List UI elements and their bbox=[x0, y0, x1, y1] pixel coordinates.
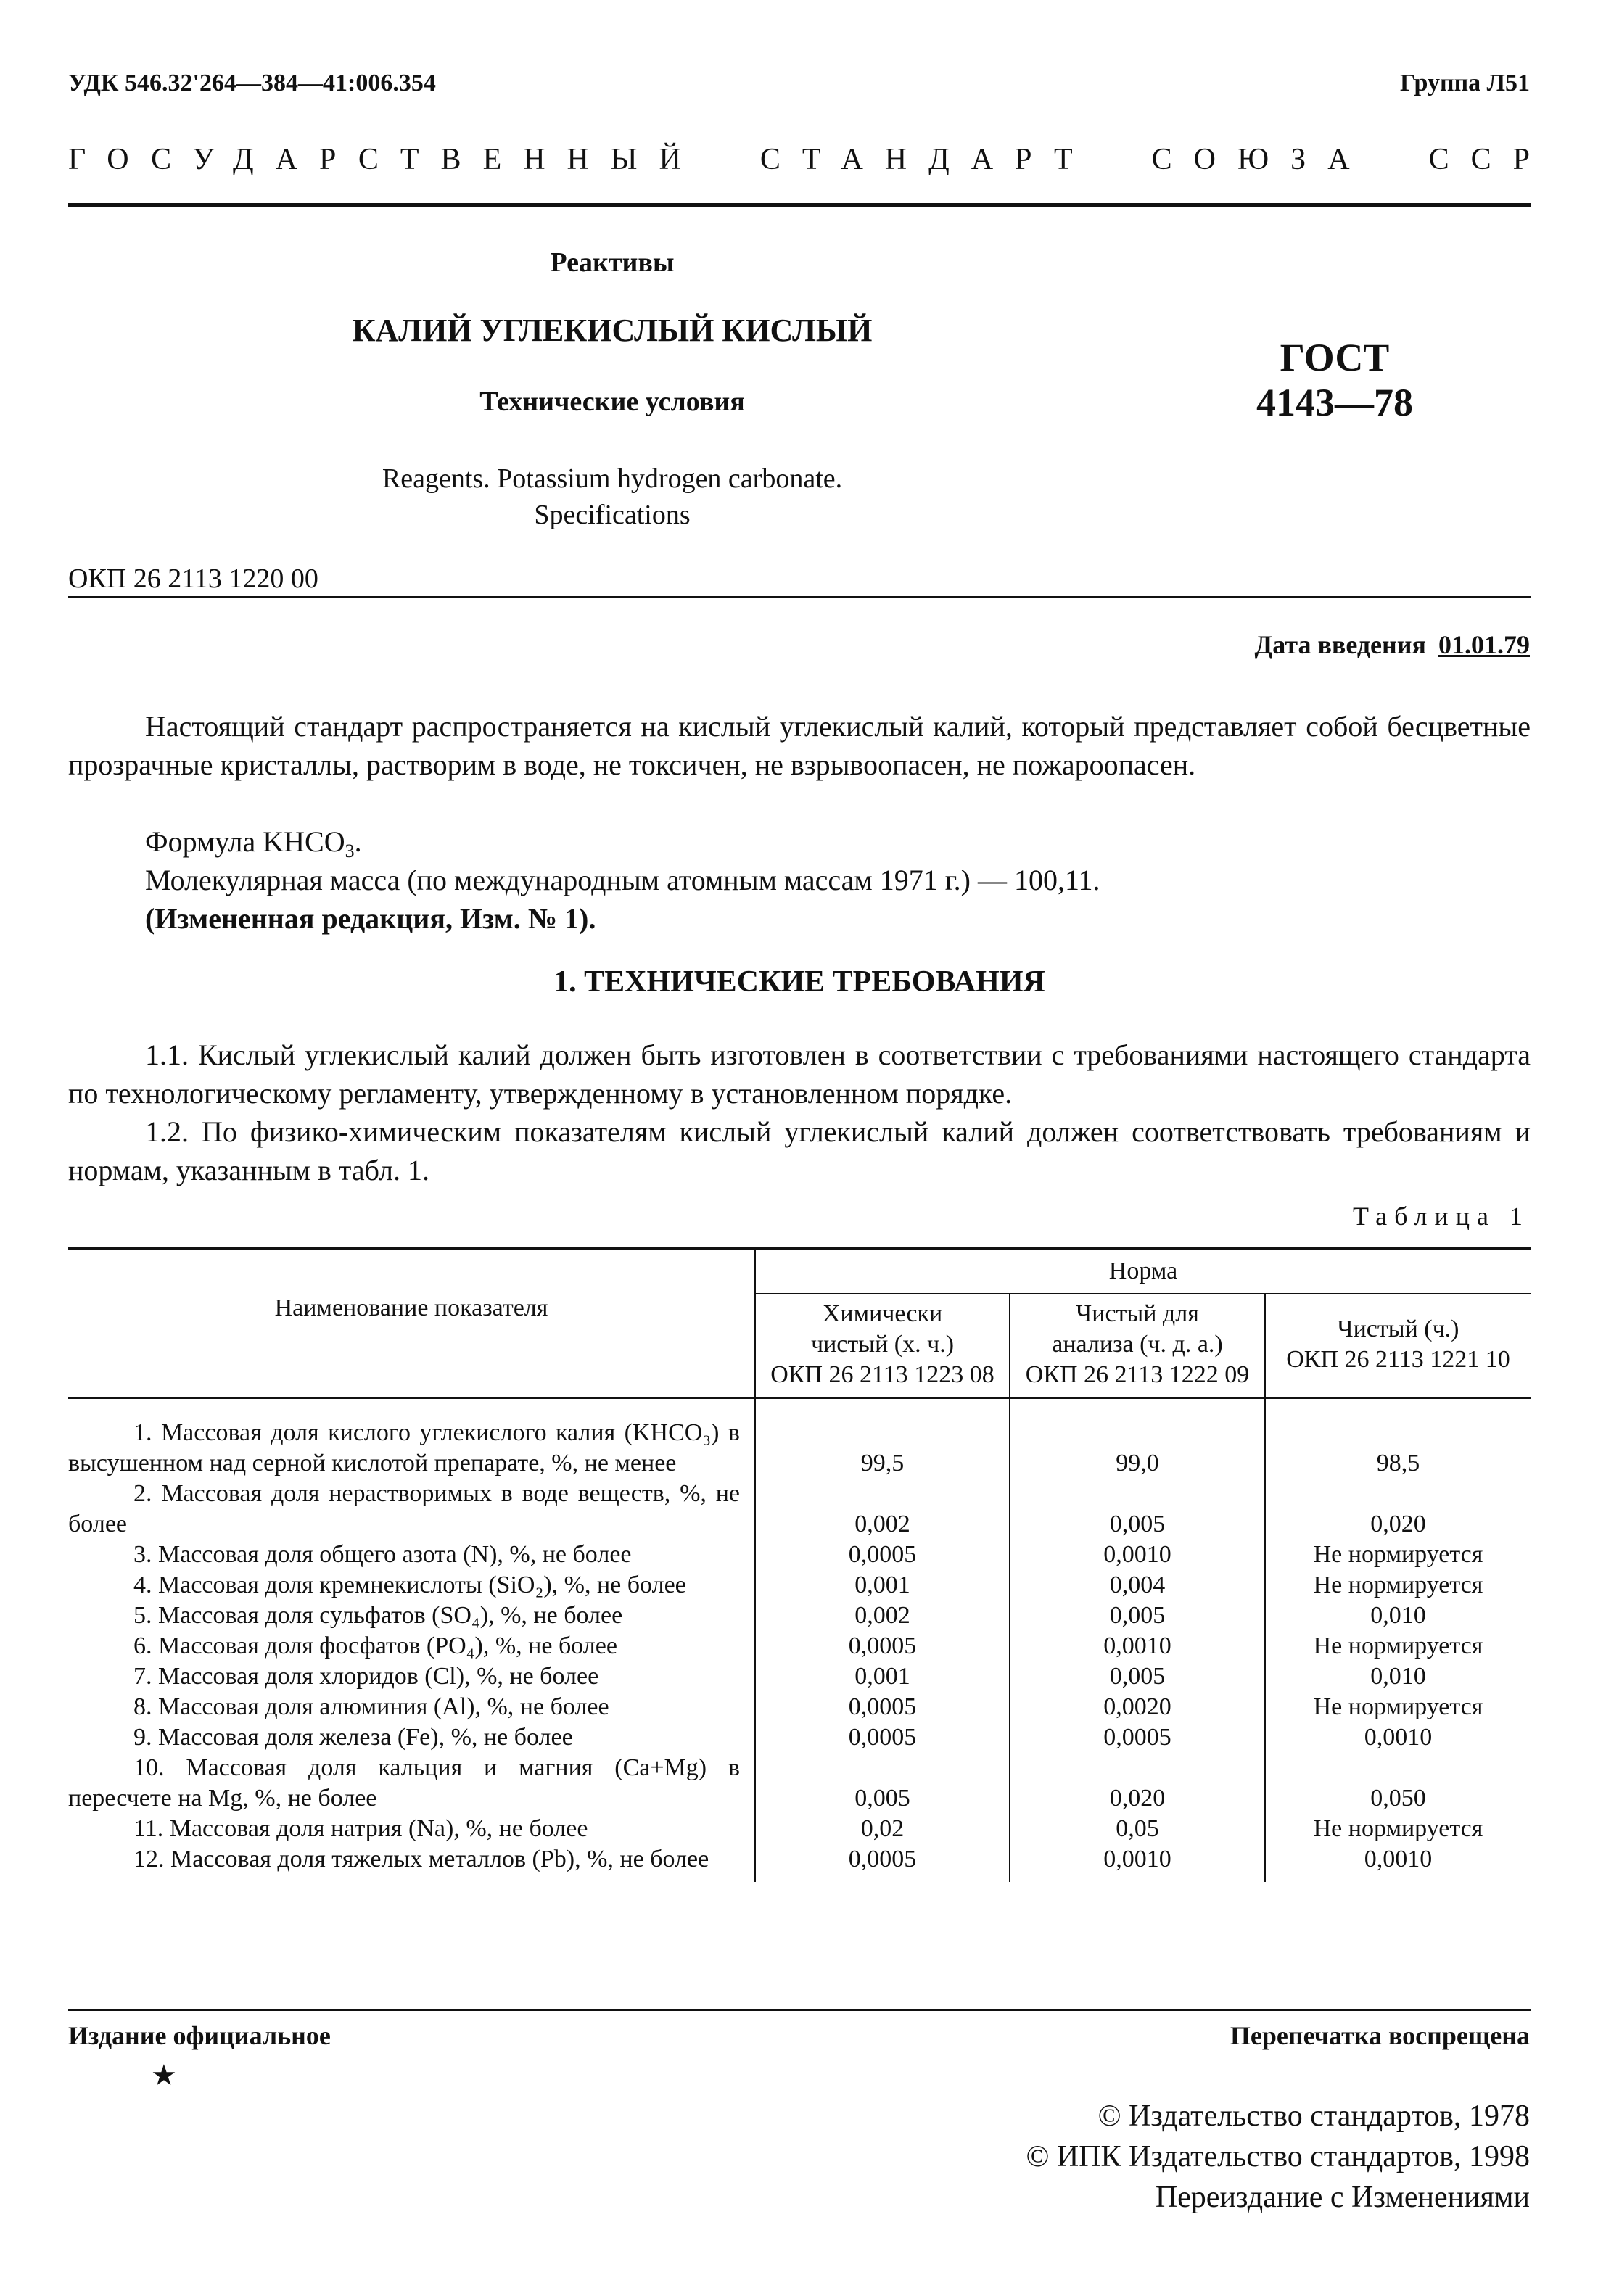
scope-paragraph: Настоящий стандарт распространяется на кислый углекислый калий, который представляет собой бесцветные прозрачные кристаллы, растворим в воде, не токсичен, не взрывоопасен, не пожароопасен. bbox=[68, 710, 1531, 781]
norm-value: 0,005 bbox=[1010, 1601, 1265, 1631]
indicator-name: 10. Массовая доля кальция и магния (Ca+Mg) в пересчете на Mg, %, не более bbox=[68, 1754, 740, 1812]
indicator-name: 1. Массовая доля кислого углекислого калия (KHCO₃) в высушенном над серной кислотой препарате, %, не менее bbox=[68, 1419, 740, 1477]
norm-value: 0,005 bbox=[1010, 1661, 1265, 1692]
norm-value: 0,005 bbox=[755, 1753, 1010, 1814]
copyright-block bbox=[1026, 2096, 1530, 2218]
state-standard-banner bbox=[68, 142, 1552, 177]
table-row bbox=[68, 1661, 1531, 1692]
norm-value: 0,020 bbox=[1010, 1753, 1265, 1814]
official-edition: Издание официальное bbox=[68, 2021, 331, 2050]
document-title: КАЛИЙ УГЛЕКИСЛЫЙ КИСЛЫЙ bbox=[352, 313, 873, 348]
table-caption: Таблица 1 bbox=[1353, 1202, 1530, 1231]
grade-line: Чистый (ч.) bbox=[1337, 1316, 1459, 1342]
indicator-name: 8. Массовая доля алюминия (Al), %, не более bbox=[133, 1693, 609, 1720]
norm-value: 0,020 bbox=[1265, 1479, 1531, 1540]
norm-value: 0,010 bbox=[1265, 1661, 1531, 1692]
gost-label: ГОСТ bbox=[1280, 336, 1390, 379]
norm-value: 0,0005 bbox=[1010, 1722, 1265, 1753]
grade-line: чистый (х. ч.) bbox=[810, 1331, 955, 1358]
grade-line: ОКП 26 2113 1223 08 bbox=[770, 1361, 994, 1388]
star-icon: ★ bbox=[151, 2059, 177, 2091]
table-row bbox=[68, 1540, 1531, 1570]
table-row bbox=[68, 1398, 1531, 1479]
norm-value: 0,0005 bbox=[755, 1844, 1010, 1882]
table-row bbox=[68, 1601, 1531, 1631]
norm-value: 0,0010 bbox=[1010, 1631, 1265, 1661]
norm-value: 0,004 bbox=[1010, 1570, 1265, 1601]
reprint-prohibited: Перепечатка воспрещена bbox=[1230, 2021, 1530, 2050]
norm-value: 0,0005 bbox=[755, 1540, 1010, 1570]
table-row bbox=[68, 1479, 1531, 1540]
column-header-norm: Норма bbox=[755, 1249, 1531, 1294]
norm-value: Не нормируется bbox=[1265, 1814, 1531, 1844]
norm-value: 0,0005 bbox=[755, 1692, 1010, 1722]
english-title-line: Reagents. Potassium hydrogen carbonate. bbox=[382, 463, 843, 494]
indicator-name: 5. Массовая доля сульфатов (SO₄), %, не более bbox=[133, 1602, 623, 1629]
document-subtitle: Технические условия bbox=[479, 387, 745, 417]
okp-rule bbox=[68, 596, 1531, 598]
introduction-date bbox=[1255, 629, 1531, 660]
norm-value: 0,005 bbox=[1010, 1479, 1265, 1540]
indicator-name: 9. Массовая доля железа (Fe), %, не более bbox=[133, 1724, 573, 1751]
formula-line bbox=[68, 822, 1531, 861]
table-row bbox=[68, 1814, 1531, 1844]
group-code: Группа Л51 bbox=[1400, 70, 1530, 96]
indicator-name: 12. Массовая доля тяжелых металлов (Pb), %, не более bbox=[133, 1846, 709, 1872]
norm-value: 0,02 bbox=[755, 1814, 1010, 1844]
table-row bbox=[68, 1692, 1531, 1722]
norm-value: Не нормируется bbox=[1265, 1540, 1531, 1570]
clause-1-2: 1.2. По физико-химическим показателям кислый углекислый калий должен соответствовать требованиям и нормам, указанным в табл. 1. bbox=[68, 1115, 1531, 1186]
norm-value: 0,001 bbox=[755, 1570, 1010, 1601]
gost-number: 4143—78 bbox=[1256, 381, 1413, 424]
norm-value: 0,010 bbox=[1265, 1601, 1531, 1631]
formula-label: Формула KHCO bbox=[145, 825, 345, 858]
english-title-line: Specifications bbox=[534, 500, 691, 530]
table-row bbox=[68, 1570, 1531, 1601]
table-row bbox=[68, 1844, 1531, 1882]
norm-value: 0,0010 bbox=[1010, 1844, 1265, 1882]
english-title bbox=[68, 461, 1156, 533]
banner-word: СТАНДАРТ bbox=[759, 143, 1095, 176]
date-value: 01.01.79 bbox=[1438, 630, 1530, 659]
norm-value: 98,5 bbox=[1265, 1398, 1531, 1479]
norm-value: 0,05 bbox=[1010, 1814, 1265, 1844]
norm-value: Не нормируется bbox=[1265, 1570, 1531, 1601]
norm-value: 0,050 bbox=[1265, 1753, 1531, 1814]
banner-word: ССР bbox=[1428, 143, 1552, 176]
header-rule bbox=[68, 203, 1531, 207]
amendment-note: (Измененная редакция, Изм. № 1). bbox=[145, 902, 596, 935]
norm-value: 0,001 bbox=[755, 1661, 1010, 1692]
category: Реактивы bbox=[550, 247, 675, 278]
section-heading: 1. ТЕХНИЧЕСКИЕ ТРЕБОВАНИЯ bbox=[553, 965, 1045, 999]
clause-1-1: 1.1. Кислый углекислый калий должен быть изготовлен в соответствии с требованиями настоящего стандарта по технологическому регламенту, утвержденному в установленном порядке. bbox=[68, 1038, 1531, 1110]
requirements-table bbox=[68, 1247, 1531, 1882]
copyright-line: © ИПК Издательство стандартов, 1998 bbox=[1026, 2140, 1530, 2173]
table-row bbox=[68, 1722, 1531, 1753]
norm-value: 99,0 bbox=[1010, 1398, 1265, 1479]
grade-line: Чистый для bbox=[1076, 1300, 1199, 1327]
formula-subscript: 3 bbox=[345, 841, 355, 862]
norm-value: 0,0005 bbox=[755, 1631, 1010, 1661]
norm-value: 0,0020 bbox=[1010, 1692, 1265, 1722]
norm-value: 0,002 bbox=[755, 1479, 1010, 1540]
indicator-name: 6. Массовая доля фосфатов (PO₄), %, не более bbox=[133, 1632, 617, 1659]
grade-header-chemically-pure bbox=[755, 1294, 1010, 1398]
formula-end: . bbox=[354, 825, 362, 858]
indicator-name: 2. Массовая доля нерастворимых в воде веществ, %, не более bbox=[68, 1480, 740, 1537]
table-row bbox=[68, 1631, 1531, 1661]
grade-line: ОКП 26 2113 1221 10 bbox=[1286, 1346, 1510, 1373]
grade-header-analytical bbox=[1010, 1294, 1265, 1398]
banner-word: СОЮЗА bbox=[1151, 143, 1372, 176]
molecular-mass: Молекулярная масса (по международным атомным массам 1971 г.) — 100,11. bbox=[145, 864, 1100, 896]
table-row bbox=[68, 1753, 1531, 1814]
banner-word: ГОСУДАРСТВЕННЫЙ bbox=[68, 143, 703, 176]
indicator-name: 4. Массовая доля кремнекислоты (SiO₂), %, не более bbox=[133, 1572, 686, 1598]
indicator-name: 3. Массовая доля общего азота (N), %, не более bbox=[133, 1541, 632, 1568]
indicator-name: 11. Массовая доля натрия (Na), %, не более bbox=[133, 1815, 588, 1842]
grade-line: анализа (ч. д. а.) bbox=[1052, 1331, 1223, 1358]
okp-code: ОКП 26 2113 1220 00 bbox=[68, 563, 318, 594]
column-header-indicator: Наименование показателя bbox=[68, 1249, 755, 1399]
footer-rule bbox=[68, 2009, 1531, 2011]
norm-value: 0,0010 bbox=[1010, 1540, 1265, 1570]
grade-header-pure bbox=[1265, 1294, 1531, 1398]
grade-line: ОКП 26 2113 1222 09 bbox=[1025, 1361, 1250, 1388]
grade-line: Химически bbox=[822, 1300, 943, 1327]
indicator-name: 7. Массовая доля хлоридов (Cl), %, не более bbox=[133, 1663, 599, 1690]
gost-designation bbox=[1190, 335, 1480, 425]
norm-value: 0,002 bbox=[755, 1601, 1010, 1631]
reissue-note: Переиздание с Изменениями bbox=[1155, 2181, 1530, 2214]
norm-value: 0,0010 bbox=[1265, 1722, 1531, 1753]
norm-value: Не нормируется bbox=[1265, 1631, 1531, 1661]
copyright-line: © Издательство стандартов, 1978 bbox=[1097, 2099, 1530, 2133]
norm-value: Не нормируется bbox=[1265, 1692, 1531, 1722]
udk-code: УДК 546.32'264—384—41:006.354 bbox=[68, 70, 436, 96]
norm-value: 0,0005 bbox=[755, 1722, 1010, 1753]
date-label: Дата введения bbox=[1254, 630, 1426, 659]
norm-value: 0,0010 bbox=[1265, 1844, 1531, 1882]
norm-value: 99,5 bbox=[755, 1398, 1010, 1479]
